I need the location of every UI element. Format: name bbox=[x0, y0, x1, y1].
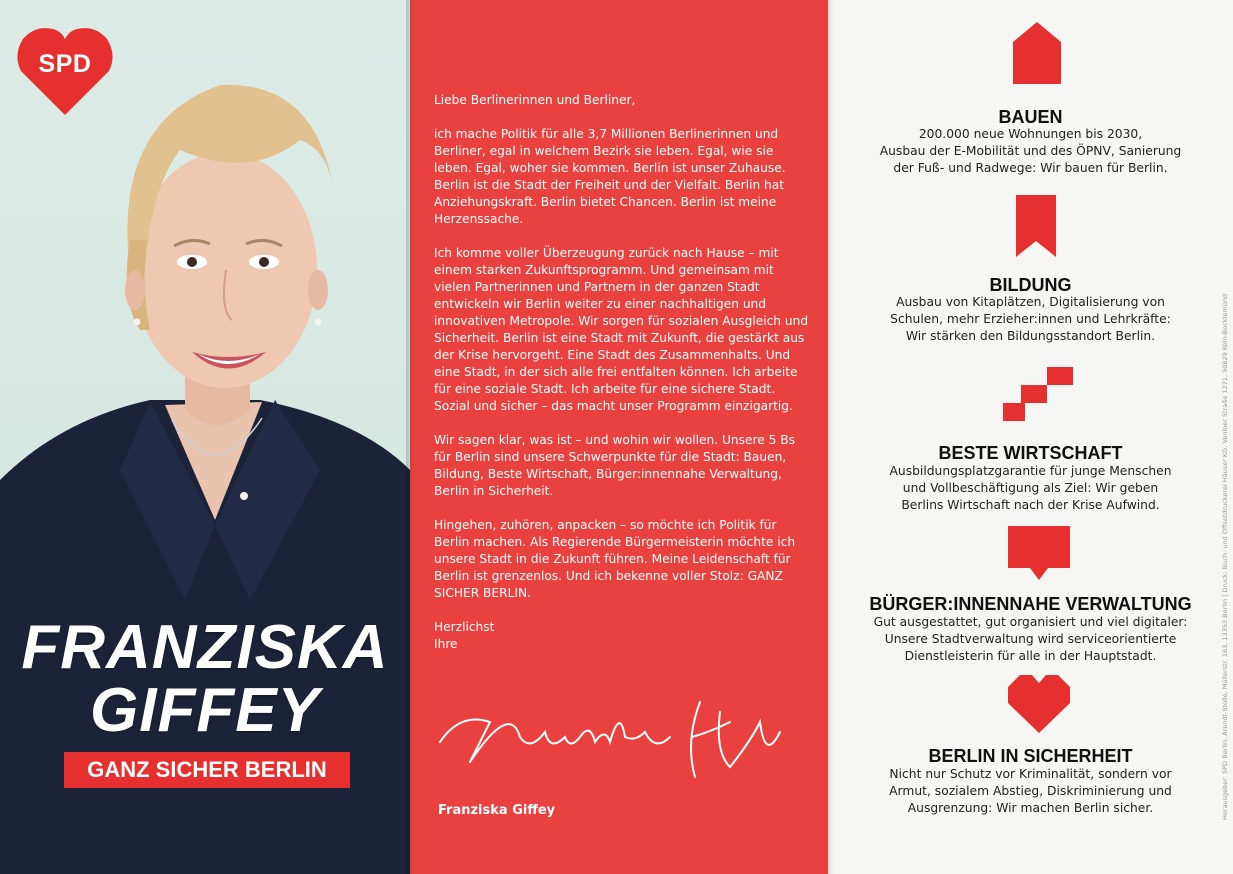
candidate-last-name: GIFFEY bbox=[90, 676, 320, 745]
priority-description bbox=[828, 126, 1233, 177]
letter-paragraph: Ich komme voller Überzeugung zurück nach Hause – mit einem starken Zukunftsprogramm. Und gemeinsam mit vielen Partnerinnen und Partnern in der ganzen Stadt entwickeln wir Berlin weiter zu einer nachhaltigen und innovativen Metropole. Wir sorgen für sozialen Ausgleich und Sicherheit. Berlin ist eine Stadt mit Zukunft, die gestärkt aus der Krise hervorgeht. Eine Stadt des Zusammenhalts. Und eine Stadt, in der sich alle frei entfalten können. Ich arbeite für eine soziale Stadt. Ich arbeite für eine sichere Stadt. Sozial und sicher – das macht unser Programm einzigartig. bbox=[434, 246, 809, 413]
description-line: Dienstleisterin für alle in der Hauptstadt. bbox=[904, 649, 1157, 663]
stairs-icon bbox=[1003, 367, 1073, 421]
letter-panel bbox=[410, 0, 828, 874]
description-line: Armut, sozialem Abstieg, Diskriminierung und bbox=[889, 784, 1172, 798]
description-line: Berlins Wirtschaft nach der Krise Aufwind. bbox=[901, 498, 1160, 512]
priority-title: BERLIN IN SICHERHEIT bbox=[928, 746, 1133, 766]
description-line: Schulen, mehr Erzieher:innen und Lehrkräfte: bbox=[890, 312, 1171, 326]
priorities-panel bbox=[828, 0, 1233, 874]
cover-panel bbox=[0, 0, 410, 874]
letter-closing: Herzlichst bbox=[434, 620, 495, 634]
logo-text: SPD bbox=[38, 50, 92, 78]
description-line: 200.000 neue Wohnungen bis 2030, bbox=[918, 127, 1143, 141]
description-line: Ausbildungsplatzgarantie für junge Menschen bbox=[889, 464, 1172, 478]
house-icon bbox=[1013, 22, 1061, 84]
candidate-first-name: FRANZISKA bbox=[21, 613, 389, 682]
priority-title: BÜRGER:INNENNAHE VERWALTUNG bbox=[869, 594, 1192, 614]
description-line: Ausbau von Kitaplätzen, Digitalisierung von bbox=[896, 295, 1165, 309]
description-line: Wir stärken den Bildungsstandort Berlin. bbox=[905, 329, 1156, 343]
fold-shadow bbox=[828, 0, 834, 874]
priority-description bbox=[828, 294, 1233, 345]
description-line: Ausbau der E-Mobilität und des ÖPNV, Sanierung bbox=[879, 144, 1182, 158]
description-line: und Vollbeschäftigung als Ziel: Wir geben bbox=[902, 481, 1159, 495]
description-line: Unsere Stadtverwaltung wird serviceorientierte bbox=[884, 632, 1177, 646]
bookmark-icon bbox=[1016, 195, 1056, 257]
priority-title: BESTE WIRTSCHAFT bbox=[938, 443, 1123, 463]
letter-closing-ihre: Ihre bbox=[434, 637, 458, 651]
description-line: Nicht nur Schutz vor Kriminalität, sondern vor bbox=[889, 767, 1172, 781]
slogan-banner: GANZ SICHER BERLIN bbox=[64, 752, 350, 788]
priority-title: BILDUNG bbox=[989, 275, 1072, 295]
signer-name: Franziska Giffey bbox=[438, 803, 556, 818]
description-line: Ausgrenzung: Wir machen Berlin sicher. bbox=[907, 801, 1154, 815]
priority-title: BAUEN bbox=[998, 107, 1063, 127]
handwritten-signature bbox=[430, 682, 800, 792]
spd-logo bbox=[17, 25, 113, 115]
letter-paragraph: ich mache Politik für alle 3,7 Millionen Berlinerinnen und Berliner, egal in welchem Bezirk sie leben. Egal, wie sie leben. Egal, woher sie kommen. Berlin ist unser Zuhause. Berlin ist die Stadt der Freiheit und der Vielfalt. Berlin hat Anziehungskraft. Berlin bietet Chancen. Berlin ist meine Herzenssache. bbox=[434, 127, 786, 226]
letter-salutation: Liebe Berlinerinnen und Berliner, bbox=[434, 93, 636, 107]
letter-body bbox=[434, 92, 809, 653]
speech-bubble-icon bbox=[1008, 526, 1070, 580]
priority-description bbox=[828, 614, 1233, 665]
imprint-text: Herausgeber: SPD Berlin, Arendt-Stolle, Müllerstr. 163, 13353 Berlin | Druck: Buch- und Offsetdruckerei Häuser KG, Venloer Straße 1271, 50829 Köln-Bocklemünd bbox=[1221, 293, 1229, 820]
letter-paragraph: Wir sagen klar, was ist – und wohin wir wollen. Unsere 5 Bs für Berlin sind unsere Schwerpunkte für die Stadt: Bauen, Bildung, Beste Wirtschaft, Bürger:innennahe Verwaltung, Berlin in Sicherheit. bbox=[434, 433, 795, 498]
description-line: der Fuß- und Radwege: Wir bauen für Berlin. bbox=[893, 161, 1168, 175]
priority-description bbox=[828, 463, 1233, 514]
priority-description bbox=[828, 766, 1233, 817]
letter-paragraph: Hingehen, zuhören, anpacken – so möchte ich Politik für Berlin machen. Als Regierende Bürgermeisterin möchte ich unsere Stadt in die Zukunft führen. Meine Leidenschaft für Berlin ist grenzenlos. Und ich bekenne voller Stolz: GANZ SICHER BERLIN. bbox=[434, 518, 796, 600]
description-line: Gut ausgestattet, gut organisiert und viel digitaler: bbox=[873, 615, 1188, 629]
heart-icon bbox=[1008, 675, 1070, 733]
fold-shadow bbox=[406, 0, 414, 874]
